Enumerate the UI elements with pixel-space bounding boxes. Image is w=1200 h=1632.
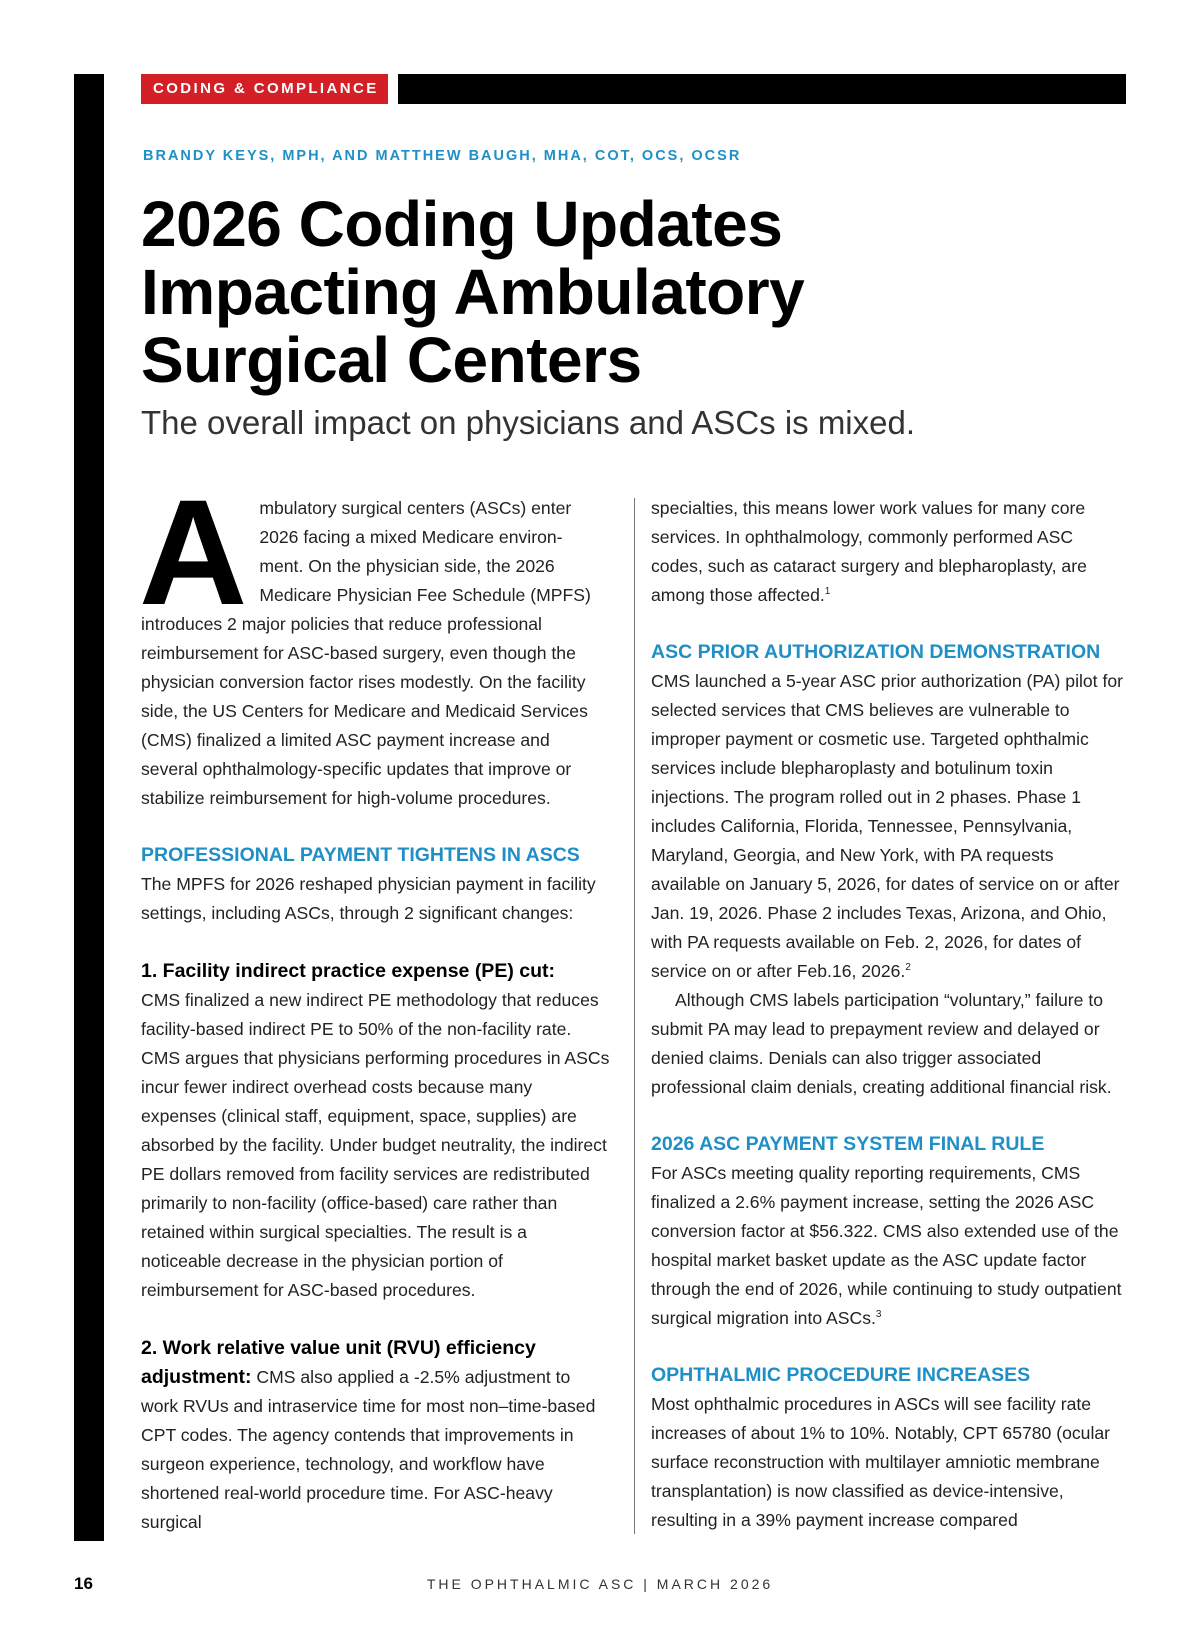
list-item-title: 2. Work relative value unit (RVU) efficiency adjustment: [141,1337,536,1388]
byline: BRANDY KEYS, MPH, AND MATTHEW BAUGH, MHA, COT, OCS, OCSR [143,148,742,164]
article-title [141,190,1041,394]
body-paragraph: Although CMS labels participation “voluntary,” failure to submit PA may lead to prepayment review and delayed or denied claims. Denials can also trigger associated professional claim denials, creating additional financial risk. [651,990,1112,1097]
column-divider [634,498,635,1534]
list-item-body: CMS also applied a -2.5% adjustment to work RVUs and intraservice time for most non–time-based CPT codes. The agency contends that improvements in surgeon experience, technology, and workflow have shortened real-world procedure time. For ASC-heavy surgical [141,1367,596,1532]
title-line-3: Surgical Centers [141,324,642,396]
list-item-body: CMS finalized a new indirect PE methodology that reduces facility-based indirect PE to 50% of the non-facility rate. CMS argues that physicians performing procedures in ASCs incur fewer indirect overhead costs because many expenses (clinical staff, equipment, space, supplies) are absorbed by the facility. Under budget neutrality, the indirect PE dollars removed from facility services are redistributed primarily to non-facility (office-based) care rather than retained within surgical specialties. The result is a noticeable decrease in the physician portion of reimbursement for ASC-based procedures. [141,990,610,1300]
intro-line: Medicare Physician Fee Schedule (MPFS) [259,585,591,605]
intro-rest: introduces 2 major policies that reduce professional reimbursement for ASC-based surgery, even though the physician conversion factor rises modestly. On the facility side, the US Centers for Medicare and Medicaid Services (CMS) finalized a limited ASC payment increase and several ophthalmology-specific updates that improve or stabilize reimbursement for high-volume procedures. [141,614,588,808]
paragraph-text: CMS launched a 5-year ASC prior authorization (PA) pilot for selected services that CMS believes are vulnerable to improper payment or cosmetic use. Targeted ophthalmic services include blepharoplasty and botulinum toxin injections. The program rolled out in 2 phases. Phase 1 includes California, Florida, Tennessee, Pennsylvania, Maryland, Georgia, and New York, with PA requests available on January 5, 2026, for dates of service on or after Jan. 19, 2026. Phase 2 includes Texas, Arizona, and Ohio, with PA requests available on Feb. 2, 2026, for dates of service on or after Feb.16, 2026. [651,671,1123,981]
intro-line: mbulatory surgical centers (ASCs) enter [259,498,572,518]
title-line-2: Impacting Ambulatory [141,256,805,328]
section-tag: CODING & COMPLIANCE [141,74,388,104]
body-paragraph [651,667,1125,986]
list-item [141,957,611,1305]
body-paragraph: The MPFS for 2026 reshaped physician payment in facility settings, including ASCs, through 2 significant changes: [141,874,596,923]
body-paragraph [651,1159,1125,1333]
article-deck: The overall impact on physicians and ASCs is mixed. [141,404,916,441]
body-paragraph [651,494,1125,610]
running-footer: THE OPHTHALMIC ASC | MARCH 2026 [426,1576,774,1592]
intro-paragraph [139,468,611,813]
left-accent-bar [74,74,104,1541]
paragraph-text: For ASCs meeting quality reporting requirements, CMS finalized a 2.6% payment increase, setting the 2026 ASC conversion factor at $56.322. CMS also extended use of the hospital market basket update as the ASC update factor through the end of 2026, while continuing to study outpatient surgical migration into ASCs. [651,1163,1122,1328]
title-line-1: 2026 Coding Updates [141,188,783,260]
paragraph-text: specialties, this means lower work values for many core services. In ophthalmology, commonly performed ASC codes, such as cataract surgery and blepharoplasty, are among those affected. [651,498,1087,605]
section-heading: OPHTHALMIC PROCEDURE INCREASES [651,1364,1031,1386]
section-heading: 2026 ASC PAYMENT SYSTEM FINAL RULE [651,1133,1045,1155]
section-heading: ASC PRIOR AUTHORIZATION DEMONSTRATION [651,641,1101,663]
reference-marker: 1 [824,586,831,598]
list-item-title: 1. Facility indirect practice expense (PE) cut: [141,960,555,982]
intro-line: ment. On the physician side, the 2026 [259,556,555,576]
intro-line: 2026 facing a mixed Medicare environ- [259,527,563,547]
drop-cap: A [139,468,248,636]
section-heading: PROFESSIONAL PAYMENT TIGHTENS IN ASCS [141,844,580,866]
reference-marker: 3 [875,1309,882,1321]
list-item [141,1334,611,1537]
page-number: 16 [74,1574,93,1593]
body-paragraph: Most ophthalmic procedures in ASCs will see facility rate increases of about 1% to 10%. Notably, CPT 65780 (ocular surface reconstruction with multilayer amniotic membrane transplantation) is now classified as device-intensive, resulting in a 39% payment increase compared [651,1394,1111,1530]
column-left [139,468,611,1537]
top-rule-bar [398,74,1126,104]
reference-marker: 2 [905,962,911,974]
column-right [651,494,1125,1535]
